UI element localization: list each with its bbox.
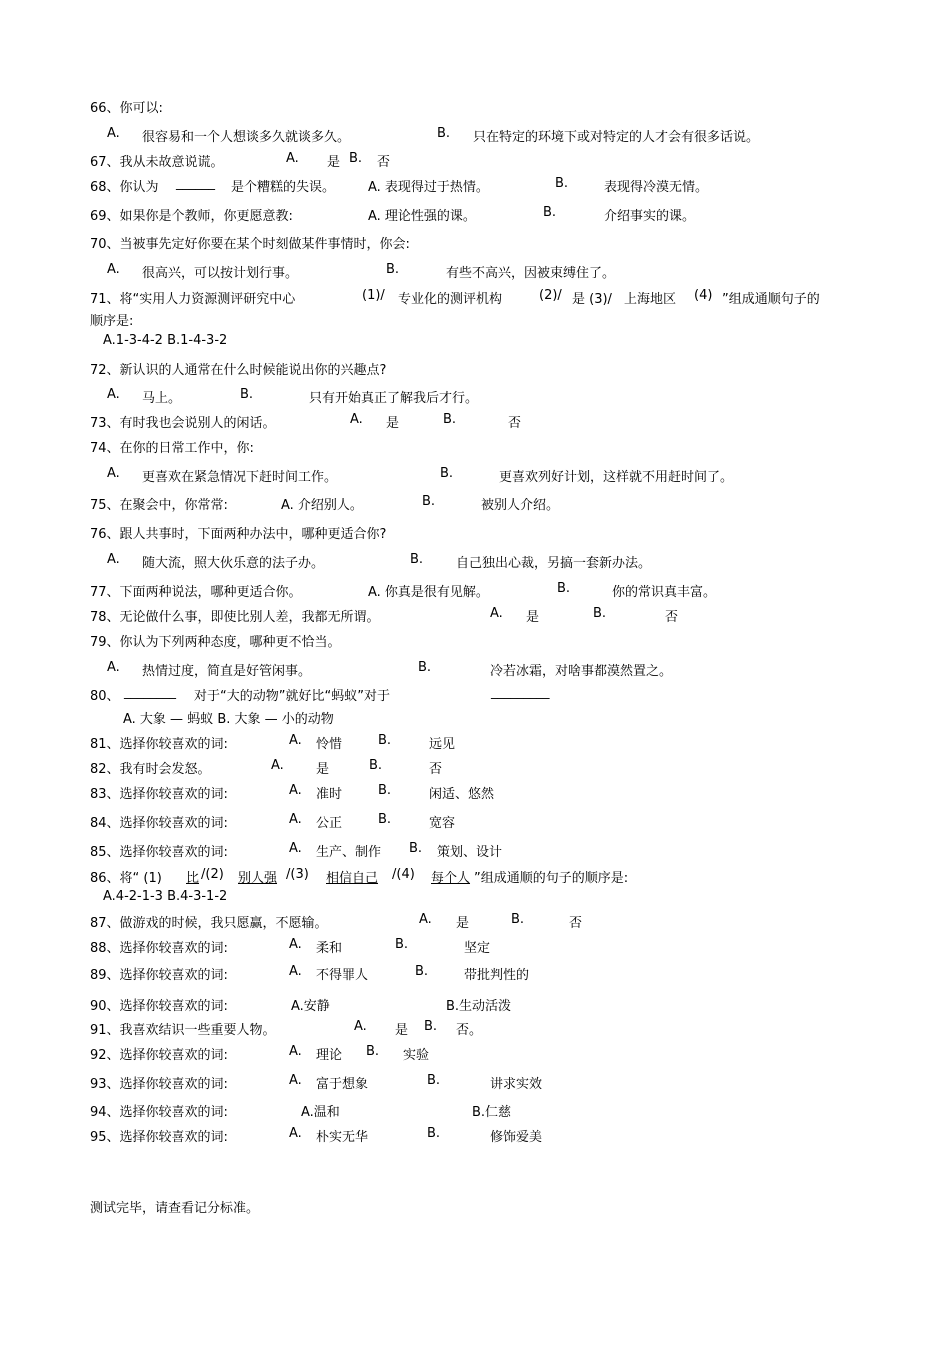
q84-option-a-letter: A. <box>289 812 302 827</box>
q84-option-a-text: 公正 <box>316 816 343 831</box>
q93-option-a-letter: A. <box>289 1073 302 1088</box>
q89-option-a-letter: A. <box>289 964 302 979</box>
q92-option-b-letter: B. <box>366 1044 380 1059</box>
q89-option-b-letter: B. <box>415 964 429 979</box>
q94-option-a: A.温和 <box>301 1105 340 1120</box>
q70-stem: 70、当被事先定好你要在某个时刻做某件事情时，你会: <box>90 237 410 252</box>
q66-option-b-letter: B. <box>437 126 451 141</box>
q81-option-b-text: 远见 <box>429 737 456 752</box>
q77-option-b-letter: B. <box>557 581 571 596</box>
q74-option-b-text: 更喜欢列好计划，这样就不用赶时间了。 <box>499 470 734 485</box>
q86-options: A.4-2-1-3 B.4-3-1-2 <box>103 889 228 904</box>
q95-option-b-letter: B. <box>427 1126 441 1141</box>
q85-option-b-letter: B. <box>409 841 423 856</box>
q73-option-b-letter: B. <box>443 412 457 427</box>
q93-option-a-text: 富于想象 <box>316 1077 369 1092</box>
q80-options: A. 大象 — 蚂蚁 B. 大象 — 小的动物 <box>123 712 334 727</box>
q94-stem: 94、选择你较喜欢的词: <box>90 1105 228 1120</box>
q72-option-b-text: 只有开始真正了解我后才行。 <box>309 391 479 406</box>
q91-option-a-text: 是 <box>395 1023 409 1038</box>
q83-option-a-text: 准时 <box>316 787 343 802</box>
q80-stem: 对于“大的动物”就好比“蚂蚁”对于 <box>194 689 390 704</box>
q86-word-2: 别人强 <box>238 871 278 886</box>
q81-option-a-text: 怜惜 <box>316 737 343 752</box>
q79-option-a-letter: A. <box>107 660 120 675</box>
q70-option-a-letter: A. <box>107 262 120 277</box>
q86-word-3: 相信自己 <box>326 871 379 886</box>
q83-option-a-letter: A. <box>289 783 302 798</box>
q89-stem: 89、选择你较喜欢的词: <box>90 968 228 983</box>
q85-option-a-text: 生产、制作 <box>316 845 382 860</box>
q92-option-a-text: 理论 <box>316 1048 343 1063</box>
q87-option-a-text: 是 <box>456 916 470 931</box>
q71-marker-2: (2)/ <box>539 288 562 303</box>
q76-option-a-text: 随大流，照大伙乐意的法子办。 <box>142 556 325 571</box>
q83-option-b-letter: B. <box>378 783 392 798</box>
q73-option-a-letter: A. <box>350 412 363 427</box>
q90-stem: 90、选择你较喜欢的词: <box>90 999 228 1014</box>
q72-option-b-letter: B. <box>240 387 254 402</box>
q86-marker-2: /(2) <box>201 867 224 882</box>
q77-stem: 77、下面两种说法，哪种更适合你。 <box>90 585 302 600</box>
q82-stem: 82、我有时会发怒。 <box>90 762 211 777</box>
footer-note: 测试完毕，请查看记分标准。 <box>90 1201 260 1216</box>
q71-marker-4: (4) <box>694 288 713 303</box>
q92-stem: 92、选择你较喜欢的词: <box>90 1048 228 1063</box>
q76-stem: 76、跟人共事时，下面两种办法中，哪种更适合你? <box>90 527 387 542</box>
q66-stem: 66、你可以: <box>90 101 163 116</box>
q94-option-b: B.仁慈 <box>472 1105 512 1120</box>
q67-option-b-letter: B. <box>349 151 363 166</box>
q79-stem: 79、你认为下列两种态度，哪种更不恰当。 <box>90 635 341 650</box>
q86-stem-start: 86、将“ (1) <box>90 871 162 886</box>
q79-option-b-letter: B. <box>418 660 432 675</box>
q77-option-b-text: 你的常识真丰富。 <box>612 585 717 600</box>
q79-option-b-text: 冷若冰霜，对啥事都漠然置之。 <box>490 664 673 679</box>
q95-stem: 95、选择你较喜欢的词: <box>90 1130 228 1145</box>
q84-option-b-letter: B. <box>378 812 392 827</box>
q82-option-a-letter: A. <box>271 758 284 773</box>
q91-option-b-text: 否。 <box>456 1023 483 1038</box>
q72-stem: 72、新认识的人通常在什么时候能说出你的兴趣点? <box>90 363 387 378</box>
q86-word-4: 每个人 <box>431 871 471 886</box>
q93-option-b-text: 讲求实效 <box>490 1077 543 1092</box>
q85-stem: 85、选择你较喜欢的词: <box>90 845 228 860</box>
q68-option-b-text: 表现得冷漠无情。 <box>604 180 709 195</box>
q87-stem: 87、做游戏的时候，我只愿赢，不愿输。 <box>90 916 328 931</box>
q66-option-b-text: 只在特定的环境下或对特定的人才会有很多话说。 <box>473 130 760 145</box>
q95-option-a-text: 朴实无华 <box>316 1130 369 1145</box>
q76-option-b-text: 自己独出心裁，另搞一套新办法。 <box>456 556 652 571</box>
q84-option-b-text: 宽容 <box>429 816 456 831</box>
q80-number: 80、 <box>90 689 120 704</box>
q86-marker-4: /(4) <box>392 867 415 882</box>
q73-option-b-text: 否 <box>508 416 522 431</box>
q68-stem-end: 是个糟糕的失误。 <box>231 180 336 195</box>
q67-option-a-letter: A. <box>286 151 299 166</box>
q78-option-a-text: 是 <box>526 610 540 625</box>
q69-option-a: A. 理论性强的课。 <box>368 209 476 224</box>
q82-option-b-text: 否 <box>429 762 443 777</box>
q88-option-b-letter: B. <box>395 937 409 952</box>
q88-stem: 88、选择你较喜欢的词: <box>90 941 228 956</box>
q68-stem-start: 68、你认为 <box>90 180 159 195</box>
q68-blank: ______ <box>176 176 215 191</box>
q86-word-1: 比 <box>186 871 200 886</box>
q78-stem: 78、无论做什么事，即使比别人差，我都无所谓。 <box>90 610 380 625</box>
q71-stem-part1: 71、将“实用人力资源测评研究中心 <box>90 292 296 307</box>
q71-phrase-2: 专业化的测评机构 <box>398 292 503 307</box>
q91-option-a-letter: A. <box>354 1019 367 1034</box>
q77-option-a: A. 你真是很有见解。 <box>368 585 489 600</box>
q92-option-a-letter: A. <box>289 1044 302 1059</box>
q70-option-b-text: 有些不高兴，因被束缚住了。 <box>446 266 616 281</box>
q95-option-b-text: 修饰爱美 <box>490 1130 543 1145</box>
q80-blank-1: ________ <box>124 685 176 700</box>
q67-option-b-text: 否 <box>377 155 391 170</box>
q86-stem-end: ”组成通顺的句子的顺序是: <box>474 871 629 886</box>
q80-blank-2: _________ <box>491 685 550 700</box>
q67-option-a-text: 是 <box>327 155 341 170</box>
q68-option-a: A. 表现得过于热情。 <box>368 180 489 195</box>
q69-option-b-letter: B. <box>543 205 557 220</box>
q71-stem-part-end: ”组成通顺句子的 <box>722 292 820 307</box>
q85-option-a-letter: A. <box>289 841 302 856</box>
q73-option-a-text: 是 <box>386 416 400 431</box>
q66-option-a-text: 很容易和一个人想谈多久就谈多久。 <box>142 130 351 145</box>
q76-option-b-letter: B. <box>410 552 424 567</box>
q71-phrase-3: 是 (3)/ <box>572 292 612 307</box>
q71-marker-1: (1)/ <box>362 288 385 303</box>
q74-option-a-letter: A. <box>107 466 120 481</box>
q78-option-b-text: 否 <box>665 610 679 625</box>
q87-option-b-letter: B. <box>511 912 525 927</box>
q74-option-b-letter: B. <box>440 466 454 481</box>
q74-stem: 74、在你的日常工作中，你: <box>90 441 254 456</box>
q66-option-a-letter: A. <box>107 126 120 141</box>
q71-phrase-4: 上海地区 <box>624 292 677 307</box>
q75-stem: 75、在聚会中，你常常: <box>90 498 228 513</box>
q75-option-a: A. 介绍别人。 <box>281 498 363 513</box>
q86-marker-3: /(3) <box>286 867 309 882</box>
q73-stem: 73、有时我也会说别人的闲话。 <box>90 416 276 431</box>
q95-option-a-letter: A. <box>289 1126 302 1141</box>
q74-option-a-text: 更喜欢在紧急情况下赶时间工作。 <box>142 470 338 485</box>
q78-option-a-letter: A. <box>490 606 503 621</box>
q91-option-b-letter: B. <box>424 1019 438 1034</box>
q90-option-a: A.安静 <box>291 999 330 1014</box>
q70-option-b-letter: B. <box>386 262 400 277</box>
q93-stem: 93、选择你较喜欢的词: <box>90 1077 228 1092</box>
q72-option-a-letter: A. <box>107 387 120 402</box>
q72-option-a-text: 马上。 <box>142 391 182 406</box>
q71-options: A.1-3-4-2 B.1-4-3-2 <box>103 333 228 348</box>
q68-option-b-letter: B. <box>555 176 569 191</box>
q92-option-b-text: 实验 <box>403 1048 430 1063</box>
q71-stem-line2: 顺序是: <box>90 314 134 329</box>
q81-option-b-letter: B. <box>378 733 392 748</box>
q82-option-b-letter: B. <box>369 758 383 773</box>
q75-option-b-text: 被别人介绍。 <box>481 498 560 513</box>
q75-option-b-letter: B. <box>422 494 436 509</box>
q67-stem: 67、我从未故意说谎。 <box>90 155 224 170</box>
q93-option-b-letter: B. <box>427 1073 441 1088</box>
q76-option-a-letter: A. <box>107 552 120 567</box>
q70-option-a-text: 很高兴，可以按计划行事。 <box>142 266 299 281</box>
q87-option-a-letter: A. <box>419 912 432 927</box>
q69-stem: 69、如果你是个教师，你更愿意教: <box>90 209 293 224</box>
q83-option-b-text: 闲适、悠然 <box>429 787 495 802</box>
q88-option-b-text: 坚定 <box>464 941 491 956</box>
q88-option-a-letter: A. <box>289 937 302 952</box>
q87-option-b-text: 否 <box>569 916 583 931</box>
q90-option-b: B.生动活泼 <box>446 999 512 1014</box>
q82-option-a-text: 是 <box>316 762 330 777</box>
q69-option-b-text: 介绍事实的课。 <box>604 209 696 224</box>
q89-option-a-text: 不得罪人 <box>316 968 369 983</box>
q88-option-a-text: 柔和 <box>316 941 343 956</box>
q83-stem: 83、选择你较喜欢的词: <box>90 787 228 802</box>
q78-option-b-letter: B. <box>593 606 607 621</box>
q81-option-a-letter: A. <box>289 733 302 748</box>
q79-option-a-text: 热情过度，简直是好管闲事。 <box>142 664 312 679</box>
q89-option-b-text: 带批判性的 <box>464 968 530 983</box>
q81-stem: 81、选择你较喜欢的词: <box>90 737 228 752</box>
q84-stem: 84、选择你较喜欢的词: <box>90 816 228 831</box>
q91-stem: 91、我喜欢结识一些重要人物。 <box>90 1023 276 1038</box>
q85-option-b-text: 策划、设计 <box>437 845 503 860</box>
